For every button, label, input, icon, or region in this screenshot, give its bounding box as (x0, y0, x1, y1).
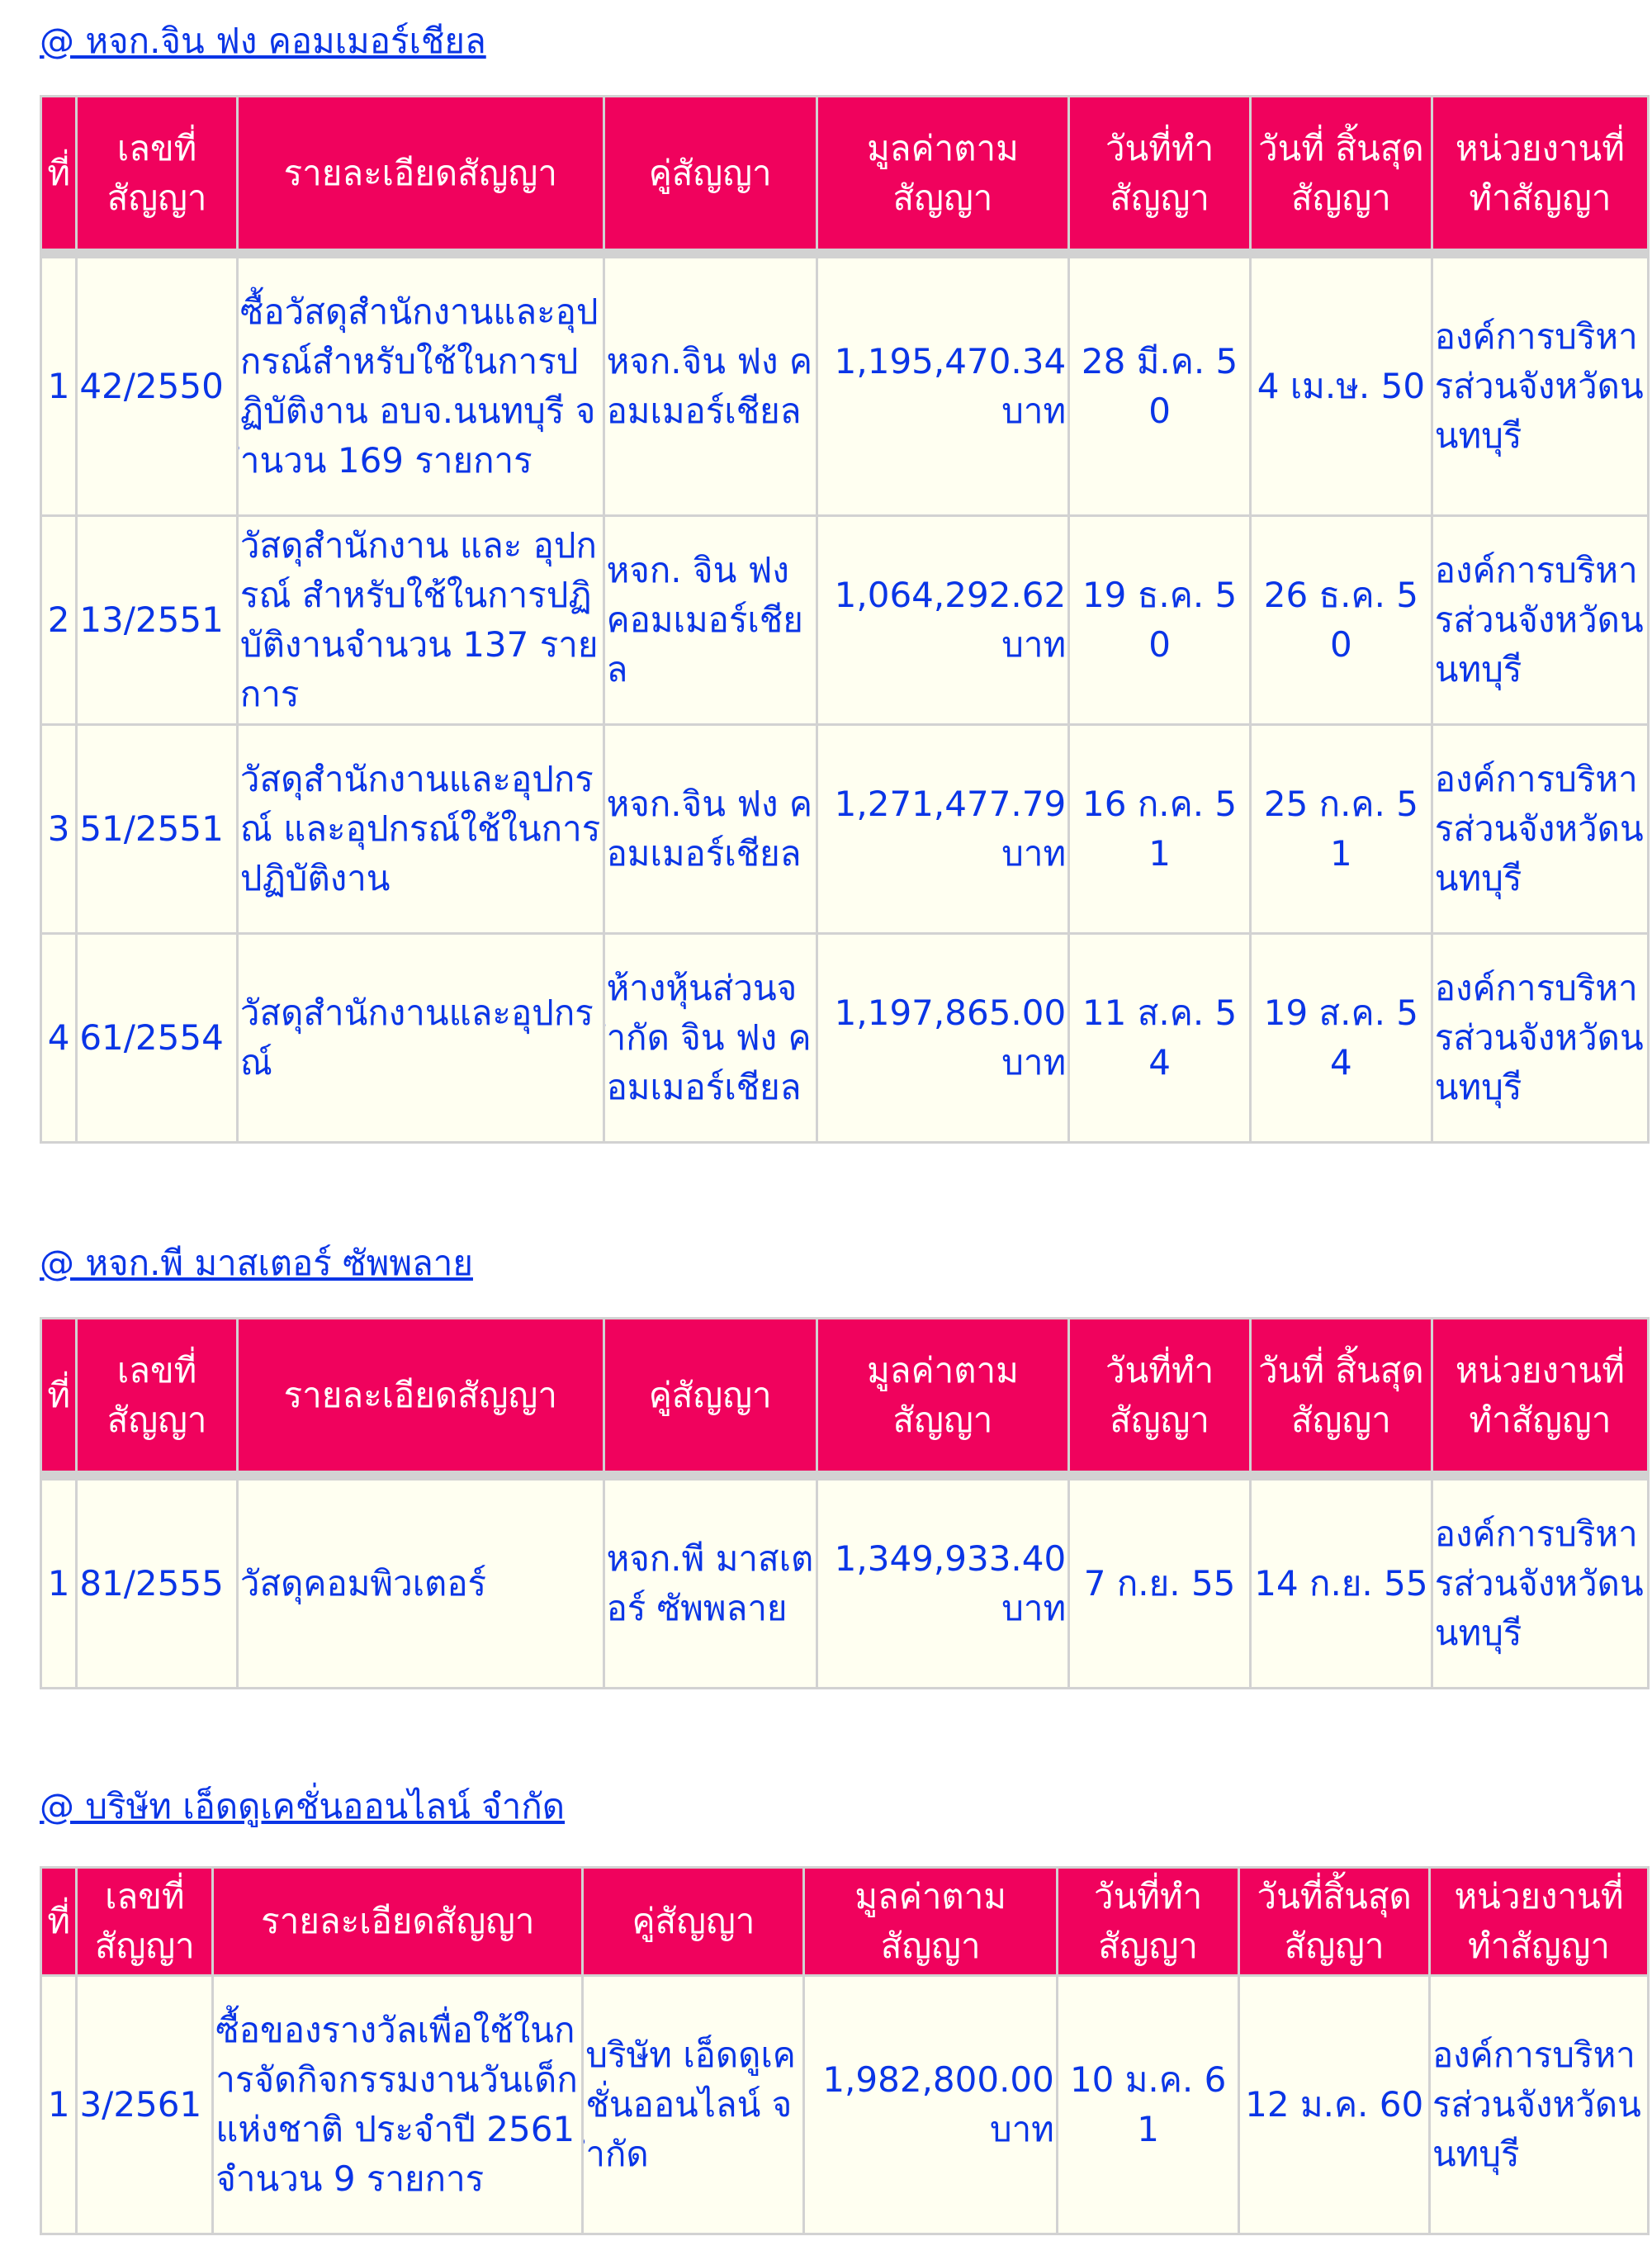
cell-end-date: 14 ก.ย. 55 (1252, 1481, 1431, 1687)
header-agency: หน่วยงานที่ ทำสัญญา (1431, 1869, 1647, 1974)
cell-party: หจก. จิน ฟง คอมเมอร์เชียล (605, 517, 816, 723)
cell-party: หจก.จิน ฟง คอมเมอร์เชียล (605, 726, 816, 932)
header-details: รายละเอียดสัญญา (239, 1319, 603, 1471)
cell-end-date: 26 ธ.ค. 50 (1252, 517, 1431, 723)
cell-end-date: 12 ม.ค. 60 (1240, 1977, 1428, 2233)
cell-party: บริษัท เอ็ดดูเคชั่นออนไลน์ จำกัด (584, 1977, 802, 2233)
cell-value: 1,064,292.62 บาท (818, 517, 1068, 723)
cell-no: 1 (42, 1977, 75, 2233)
header-start-date: วันที่ทำ สัญญา (1070, 97, 1249, 249)
table-row (42, 935, 1647, 1141)
header-value: มูลค่าตาม สัญญา (818, 1319, 1068, 1471)
cell-contract-no: 42/2550 (78, 258, 236, 514)
header-value: มูลค่าตาม สัญญา (805, 1869, 1055, 1974)
header-no: ที่ (42, 1869, 75, 1974)
table-row (42, 258, 1647, 514)
contracts-table (40, 1317, 1650, 1689)
header-start-date: วันที่ทำ สัญญา (1070, 1319, 1249, 1471)
cell-start-date: 19 ธ.ค. 50 (1070, 517, 1249, 723)
section-title-link[interactable]: @ หจก.พี มาสเตอร์ ซัพพลาย (40, 1243, 473, 1283)
cell-no: 3 (42, 726, 75, 932)
header-end-date: วันที่ สิ้นสุด สัญญา (1252, 97, 1431, 249)
cell-agency: องค์การบริหารส่วนจังหวัดนนทบุรี (1433, 726, 1647, 932)
header-no: ที่ (42, 97, 75, 249)
table-row (42, 517, 1647, 723)
header-no: ที่ (42, 1319, 75, 1471)
cell-start-date: 28 มี.ค. 50 (1070, 258, 1249, 514)
cell-value: 1,349,933.40 บาท (818, 1481, 1068, 1687)
header-contract-no: เลขที่ สัญญา (78, 1319, 236, 1471)
header-agency: หน่วยงานที่ ทำสัญญา (1433, 1319, 1647, 1471)
cell-value: 1,271,477.79 บาท (818, 726, 1068, 932)
cell-agency: องค์การบริหารส่วนจังหวัดนนทบุรี (1433, 517, 1647, 723)
header-contract-no: เลขที่ สัญญา (78, 97, 236, 249)
section-title-link[interactable]: @ หจก.จิน ฟง คอมเมอร์เชียล (40, 21, 486, 61)
cell-details: ซื้อของรางวัลเพื่อใช้ในการจัดกิจกรรมงานวันเด็กแห่งชาติ ประจำปี 2561 จำนวน 9 รายการ (214, 1977, 581, 2233)
cell-agency: องค์การบริหารส่วนจังหวัดนนทบุรี (1433, 935, 1647, 1141)
header-party: คู่สัญญา (584, 1869, 802, 1974)
header-end-date: วันที่สิ้นสุด สัญญา (1240, 1869, 1428, 1974)
cell-end-date: 19 ส.ค. 54 (1252, 935, 1431, 1141)
cell-details: ซื้อวัสดุสำนักงานและอุปกรณ์สำหรับใช้ในการปฏิบัติงาน อบจ.นนทบุรี จำนวน 169 รายการ (239, 258, 603, 514)
header-agency: หน่วยงานที่ ทำสัญญา (1433, 97, 1647, 249)
cell-contract-no: 51/2551 (78, 726, 236, 932)
cell-agency: องค์การบริหารส่วนจังหวัดนนทบุรี (1431, 1977, 1647, 2233)
cell-no: 2 (42, 517, 75, 723)
header-end-date: วันที่ สิ้นสุด สัญญา (1252, 1319, 1431, 1471)
cell-details: วัสดุคอมพิวเตอร์ (239, 1481, 603, 1687)
table-header-row (42, 1319, 1647, 1471)
cell-contract-no: 13/2551 (78, 517, 236, 723)
cell-value: 1,982,800.00 บาท (805, 1977, 1055, 2233)
table-header-row (42, 97, 1647, 249)
header-contract-no: เลขที่ สัญญา (78, 1869, 211, 1974)
header-details: รายละเอียดสัญญา (239, 97, 603, 249)
cell-party: หจก.จิน ฟง คอมเมอร์เชียล (605, 258, 816, 514)
header-start-date: วันที่ทำ สัญญา (1058, 1869, 1238, 1974)
contracts-table (40, 95, 1650, 1144)
header-value: มูลค่าตาม สัญญา (818, 97, 1068, 249)
table-row (42, 726, 1647, 932)
cell-end-date: 4 เม.ษ. 50 (1252, 258, 1431, 514)
header-party: คู่สัญญา (605, 97, 816, 249)
cell-start-date: 11 ส.ค. 54 (1070, 935, 1249, 1141)
cell-party: หจก.พี มาสเตอร์ ซัพพลาย (605, 1481, 816, 1687)
header-details: รายละเอียดสัญญา (214, 1869, 581, 1974)
cell-agency: องค์การบริหารส่วนจังหวัดนนทบุรี (1433, 1481, 1647, 1687)
cell-party: ห้างหุ้นส่วนจำกัด จิน ฟง คอมเมอร์เชียล (605, 935, 816, 1141)
contracts-table (40, 1866, 1650, 2235)
cell-start-date: 10 ม.ค. 61 (1058, 1977, 1238, 2233)
cell-value: 1,197,865.00 บาท (818, 935, 1068, 1141)
table-row (42, 1977, 1647, 2233)
table-header-row (42, 1869, 1647, 1974)
table-row (42, 1481, 1647, 1687)
cell-start-date: 7 ก.ย. 55 (1070, 1481, 1249, 1687)
header-party: คู่สัญญา (605, 1319, 816, 1471)
cell-agency: องค์การบริหารส่วนจังหวัดนนทบุรี (1433, 258, 1647, 514)
cell-start-date: 16 ก.ค. 51 (1070, 726, 1249, 932)
cell-no: 4 (42, 935, 75, 1141)
cell-contract-no: 3/2561 (78, 1977, 211, 2233)
cell-no: 1 (42, 258, 75, 514)
cell-end-date: 25 ก.ค. 51 (1252, 726, 1431, 932)
cell-details: วัสดุสำนักงานและอุปกรณ์ และอุปกรณ์ใช้ในการปฏิบัติงาน (239, 726, 603, 932)
cell-no: 1 (42, 1481, 75, 1687)
cell-contract-no: 81/2555 (78, 1481, 236, 1687)
cell-details: วัสดุสำนักงาน และ อุปกรณ์ สำหรับใช้ในการปฏิบัติงานจำนวน 137 รายการ (239, 517, 603, 723)
cell-contract-no: 61/2554 (78, 935, 236, 1141)
cell-details: วัสดุสำนักงานและอุปกรณ์ (239, 935, 603, 1141)
cell-value: 1,195,470.34 บาท (818, 258, 1068, 514)
section-title-link[interactable]: @ บริษัท เอ็ดดูเคชั่นออนไลน์ จำกัด (40, 1786, 566, 1826)
